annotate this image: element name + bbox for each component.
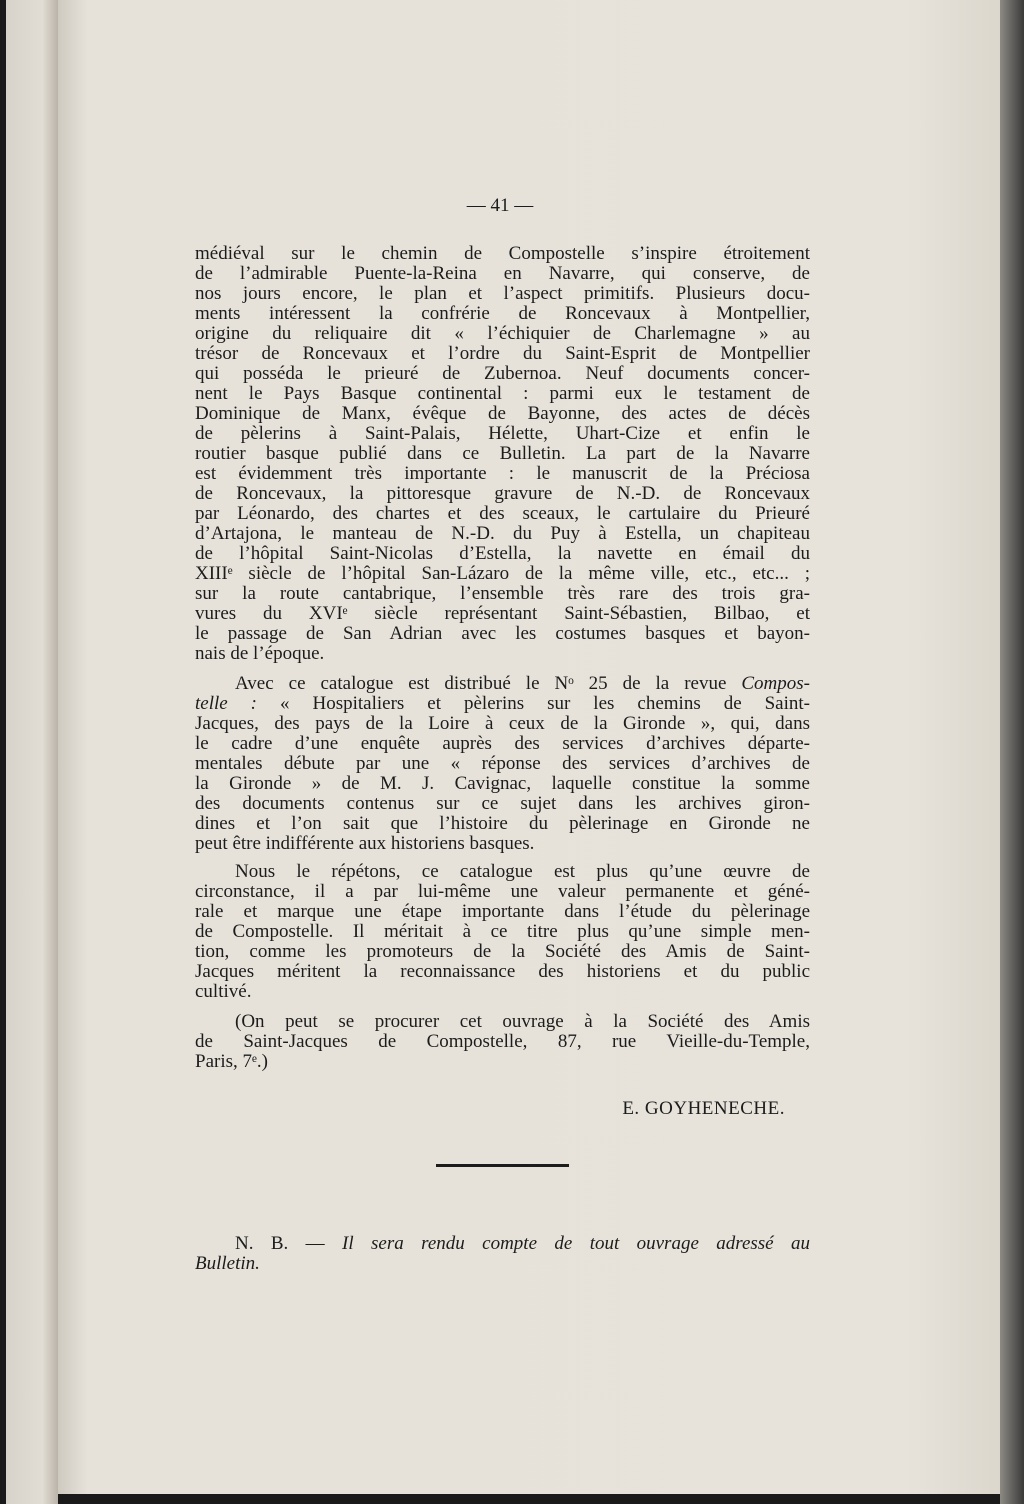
text-line [195, 674, 810, 694]
text-line: nos jours encore, le plan et l’aspect primitifs. Plusieurs docu- [195, 283, 810, 304]
text-line: par Léonardo, des chartes et des sceaux, le cartulaire du Prieuré [195, 503, 810, 524]
italic-text: telle : [195, 693, 258, 714]
italic-text: Il sera rendu compte de tout ouvrage adressé au [342, 1233, 810, 1254]
text-line: mentales débute par une « réponse des services d’archives de [195, 753, 810, 774]
text-line: d’Artajona, le manteau de N.-D. du Puy à Estella, un chapiteau [195, 523, 810, 544]
text-segment: Avec ce catalogue est distribué le Nᵒ 25 de la revue [235, 673, 742, 694]
text-line: de Roncevaux, la pittoresque gravure de N.-D. de Roncevaux [195, 483, 810, 504]
italic-text: Compos- [741, 673, 810, 694]
text-line: de Compostelle. Il méritait à ce titre plus qu’une simple men- [195, 921, 810, 942]
paragraph-1 [195, 244, 810, 664]
text-line [195, 1234, 810, 1254]
text-line: trésor de Roncevaux et l’ordre du Saint-Esprit de Montpellier [195, 343, 810, 364]
paragraph-4 [195, 1012, 810, 1072]
note [195, 1234, 810, 1274]
text-line: Jacques, des pays de la Loire à ceux de la Gironde », qui, dans [195, 713, 810, 734]
text-line: ments intéressent la confrérie de Roncevaux à Montpellier, [195, 303, 810, 324]
text-line: routier basque publié dans ce Bulletin. La part de la Navarre [195, 443, 810, 464]
text-line: circonstance, il a par lui-même une valeur permanente et géné- [195, 881, 810, 902]
text-line [195, 694, 810, 714]
text-line: Paris, 7ᵉ.) [195, 1051, 268, 1072]
text-line: dines et l’on sait que l’histoire du pèlerinage en Gironde ne [195, 813, 810, 834]
text-line: sur la route cantabrique, l’ensemble très rare des trois gra- [195, 583, 810, 604]
text-line: nent le Pays Basque continental : parmi eux le testament de [195, 383, 810, 404]
text-line: est évidemment très importante : le manuscrit de la Préciosa [195, 463, 810, 484]
paragraph-3 [195, 862, 810, 1002]
signature: E. GOYHENECHE. [622, 1098, 785, 1119]
text-line: cultivé. [195, 981, 252, 1002]
text-line: peut être indifférente aux historiens basques. [195, 833, 535, 854]
text-segment: N. B. — [235, 1233, 343, 1254]
text-line: tion, comme les promoteurs de la Société des Amis de Saint- [195, 941, 810, 962]
page-edge [1000, 0, 1024, 1504]
text-line: (On peut se procurer cet ouvrage à la Société des Amis [235, 1011, 810, 1032]
text-line: le passage de San Adrian avec les costumes basques et bayon- [195, 623, 810, 644]
text-line: médiéval sur le chemin de Compostelle s’inspire étroitement [195, 243, 810, 264]
paragraph-2 [195, 674, 810, 854]
text-line: Jacques méritent la reconnaissance des historiens et du public [195, 961, 810, 982]
text-line: vures du XVIᵉ siècle représentant Saint-Sébastien, Bilbao, et [195, 603, 810, 624]
text-line: de pèlerins à Saint-Palais, Hélette, Uhart-Cize et enfin le [195, 423, 810, 444]
text-line: la Gironde » de M. J. Cavignac, laquelle constitue la somme [195, 773, 810, 794]
page-number: — 41 — [466, 195, 534, 216]
text-line: des documents contenus sur ce sujet dans les archives giron- [195, 793, 810, 814]
text-line: nais de l’époque. [195, 643, 325, 664]
text-line: de Saint-Jacques de Compostelle, 87, rue Vieille-du-Temple, [195, 1031, 810, 1052]
text-line: de l’hôpital Saint-Nicolas d’Estella, la navette en émail du [195, 543, 810, 564]
italic-text: Bulletin. [195, 1253, 260, 1274]
text-line: XIIIᵉ siècle de l’hôpital San-Lázaro de la même ville, etc., etc... ; [195, 563, 810, 584]
horizontal-rule [436, 1164, 569, 1167]
facing-page-edge [6, 0, 58, 1504]
text-line: rale et marque une étape importante dans l’étude du pèlerinage [195, 901, 810, 922]
text-line: Dominique de Manx, évêque de Bayonne, des actes de décès [195, 403, 810, 424]
text-line: Nous le répétons, ce catalogue est plus qu’une œuvre de [235, 861, 810, 882]
text-line: origine du reliquaire dit « l’échiquier de Charlemagne » au [195, 323, 810, 344]
text-line: le cadre d’une enquête auprès des services d’archives départe- [195, 733, 810, 754]
text-line: qui posséda le prieuré de Zubernoa. Neuf documents concer- [195, 363, 810, 384]
text-line: de l’admirable Puente-la-Reina en Navarre, qui conserve, de [195, 263, 810, 284]
text-segment: « Hospitaliers et pèlerins sur les chemins de Saint- [257, 693, 810, 714]
text-line [195, 1254, 810, 1274]
